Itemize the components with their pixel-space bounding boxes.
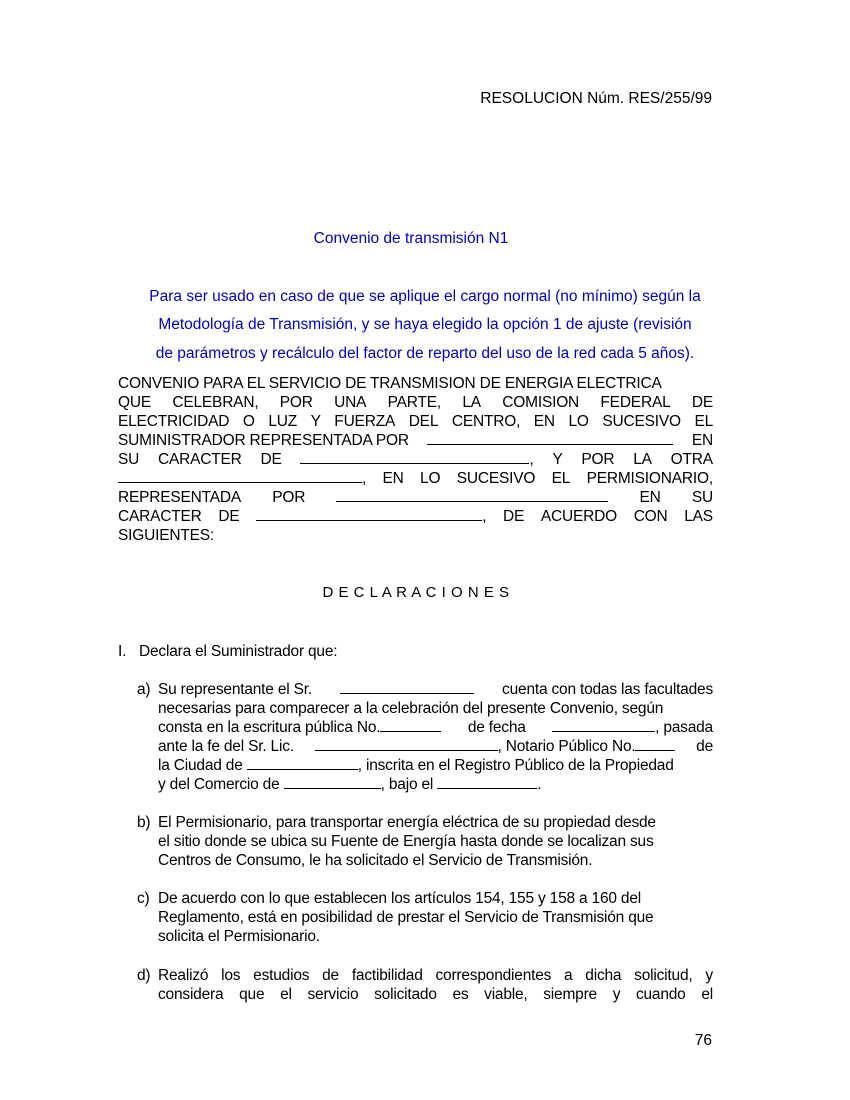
item-text: , Notario Público No. bbox=[497, 738, 636, 755]
word: el bbox=[280, 986, 292, 1003]
word: cuando bbox=[635, 986, 686, 1003]
intro-text: SUMINISTRADOR REPRESENTADA POR bbox=[118, 432, 409, 449]
item-line: solicita el Permisionario. bbox=[158, 928, 320, 945]
word: LA bbox=[462, 394, 481, 411]
word: LAS bbox=[684, 508, 713, 525]
item-label: a) bbox=[137, 681, 151, 698]
word: de bbox=[322, 967, 339, 984]
item-line: El Permisionario, para transportar energía eléctrica de su propiedad desde bbox=[158, 814, 656, 831]
page-number: 76 bbox=[694, 1032, 712, 1049]
word: siempre bbox=[543, 986, 597, 1003]
item-line bbox=[158, 680, 713, 699]
city-blank[interactable] bbox=[247, 756, 358, 770]
word: DE bbox=[218, 508, 240, 525]
intro-line bbox=[118, 507, 713, 526]
item-line bbox=[158, 756, 713, 775]
word: los bbox=[221, 967, 241, 984]
word: DE bbox=[260, 451, 282, 468]
deed-number-blank[interactable] bbox=[380, 718, 441, 732]
word: CON bbox=[633, 508, 668, 525]
registry-entry-blank[interactable] bbox=[437, 775, 537, 789]
word: LA bbox=[633, 451, 652, 468]
word: CARACTER bbox=[157, 451, 242, 468]
section-heading-text: D E C L A R A C I O N E S bbox=[322, 584, 510, 601]
word: EL bbox=[551, 470, 571, 487]
comma: , bbox=[362, 470, 367, 487]
item-line: De acuerdo con lo que establecen los artículos 154, 155 y 158 a 160 del bbox=[158, 890, 642, 907]
comma: , bbox=[482, 508, 487, 525]
section-heading bbox=[0, 584, 850, 601]
word: servicio bbox=[307, 986, 359, 1003]
commerce-registry-blank[interactable] bbox=[284, 775, 381, 789]
subtitle-line: Metodología de Transmisión, y se haya elegido la opción 1 de ajuste (revisión bbox=[158, 316, 692, 333]
word: dicha bbox=[585, 967, 622, 984]
word: EN bbox=[639, 489, 661, 506]
word: COMISION bbox=[502, 394, 580, 411]
word: solicitado bbox=[374, 986, 437, 1003]
intro-line bbox=[118, 488, 713, 507]
word: OTRA bbox=[670, 451, 713, 468]
item-label: b) bbox=[137, 814, 151, 831]
item-line: Centros de Consumo, le ha solicitado el Servicio de Transmisión. bbox=[158, 852, 593, 869]
item-text: ante la fe del Sr. Lic. bbox=[158, 738, 294, 755]
word: factibilidad bbox=[351, 967, 423, 984]
intro-line bbox=[118, 469, 713, 488]
comma: , bbox=[529, 451, 534, 468]
item-text: de bbox=[696, 738, 713, 755]
item-line bbox=[158, 718, 713, 737]
declaration-I bbox=[118, 642, 713, 661]
declaration-text: Declara el Suministrador que: bbox=[139, 643, 338, 660]
resolution-number: RESOLUCION Núm. RES/255/99 bbox=[480, 90, 712, 107]
word: solicitud, bbox=[634, 967, 693, 984]
word: EL bbox=[694, 413, 713, 430]
intro-line bbox=[118, 393, 713, 412]
item-line: el sitio donde se ubica su Fuente de Energía hasta donde se localizan sus bbox=[158, 833, 654, 850]
intro-line bbox=[118, 412, 713, 431]
notary-name-blank[interactable] bbox=[315, 737, 498, 751]
representative-name-blank[interactable] bbox=[340, 680, 474, 694]
item-text: , inscrita en el Registro Público de la Propiedad bbox=[357, 757, 674, 774]
item-text: de fecha bbox=[467, 719, 526, 736]
word: CELEBRAN, bbox=[172, 394, 259, 411]
word: O bbox=[242, 413, 255, 430]
word: FEDERAL bbox=[600, 394, 671, 411]
deed-date-blank[interactable] bbox=[552, 718, 655, 732]
document-title bbox=[0, 230, 850, 248]
word: estudios bbox=[253, 967, 310, 984]
word: POR bbox=[581, 451, 615, 468]
word: CENTRO, bbox=[451, 413, 521, 430]
word: EN bbox=[533, 413, 555, 430]
intro-line bbox=[118, 450, 713, 469]
permit-holder-blank[interactable] bbox=[118, 469, 362, 483]
word: CARACTER bbox=[118, 508, 202, 525]
word: a bbox=[564, 967, 573, 984]
item-line bbox=[158, 775, 713, 794]
item-line bbox=[158, 985, 713, 1004]
word: ACUERDO bbox=[540, 508, 617, 525]
item-text: Su representante el Sr. bbox=[158, 681, 312, 698]
word: REPRESENTADA bbox=[118, 489, 242, 506]
item-label: d) bbox=[137, 967, 151, 984]
word: DE bbox=[503, 508, 525, 525]
item-text: y del Comercio de bbox=[158, 776, 280, 793]
item-line bbox=[158, 966, 713, 985]
word: Realizó bbox=[158, 967, 209, 984]
item-line bbox=[158, 737, 713, 756]
word: es bbox=[452, 986, 469, 1003]
item-label: c) bbox=[137, 890, 150, 907]
intro-line: CONVENIO PARA EL SERVICIO DE TRANSMISION DE ENERGIA ELECTRICA bbox=[118, 375, 662, 392]
word: SU bbox=[691, 489, 713, 506]
word: que bbox=[239, 986, 265, 1003]
word: EN bbox=[382, 470, 404, 487]
word: Y bbox=[552, 451, 563, 468]
word: SU bbox=[118, 451, 140, 468]
supplier-representative-blank[interactable] bbox=[427, 431, 673, 445]
item-line: Reglamento, está en posibilidad de prestar el Servicio de Transmisión que bbox=[158, 909, 654, 926]
word: viable, bbox=[484, 986, 528, 1003]
item-text: cuenta con todas las facultades bbox=[502, 681, 713, 698]
word: LO bbox=[568, 413, 589, 430]
item-text: , bajo el bbox=[380, 776, 434, 793]
word: el bbox=[701, 986, 713, 1003]
word: ELECTRICIDAD bbox=[118, 413, 230, 430]
word: y bbox=[612, 986, 621, 1003]
word: POR bbox=[272, 489, 306, 506]
word: PARTE, bbox=[387, 394, 441, 411]
notary-number-blank[interactable] bbox=[635, 737, 675, 751]
supplier-capacity-blank[interactable] bbox=[300, 450, 529, 464]
word: considera bbox=[158, 986, 224, 1003]
word: UNA bbox=[334, 394, 367, 411]
word: POR bbox=[279, 394, 313, 411]
word: SUCESIVO bbox=[602, 413, 681, 430]
item-text: la Ciudad de bbox=[158, 757, 243, 774]
title-text: Convenio de transmisión N1 bbox=[313, 230, 509, 247]
word: PERMISIONARIO, bbox=[586, 470, 713, 487]
item-line: necesarias para comparecer a la celebración del presente Convenio, según bbox=[158, 700, 664, 717]
declaration-number: I. bbox=[118, 643, 127, 660]
word: QUE bbox=[118, 394, 151, 411]
word: FUERZA bbox=[334, 413, 396, 430]
intro-line bbox=[118, 431, 713, 450]
word: LO bbox=[420, 470, 441, 487]
word: Y bbox=[310, 413, 321, 430]
word: DE bbox=[691, 394, 713, 411]
permit-holder-representative-blank[interactable] bbox=[336, 488, 608, 502]
word: DEL bbox=[408, 413, 439, 430]
item-text: consta en la escritura pública No. bbox=[158, 719, 381, 736]
item-text: , pasada bbox=[655, 719, 713, 736]
item-text: . bbox=[537, 776, 542, 793]
word: SUCESIVO bbox=[456, 470, 536, 487]
word: correspondientes bbox=[435, 967, 552, 984]
intro-text: EN bbox=[691, 432, 713, 449]
permit-holder-capacity-blank[interactable] bbox=[256, 507, 482, 521]
subtitle-line: de parámetros y recálculo del factor de reparto del uso de la red cada 5 años). bbox=[155, 345, 695, 362]
subtitle-line: Para ser usado en caso de que se aplique el cargo normal (no mínimo) según la bbox=[149, 288, 701, 305]
intro-line: SIGUIENTES: bbox=[118, 527, 214, 544]
word: y bbox=[705, 967, 713, 984]
word: LUZ bbox=[268, 413, 297, 430]
